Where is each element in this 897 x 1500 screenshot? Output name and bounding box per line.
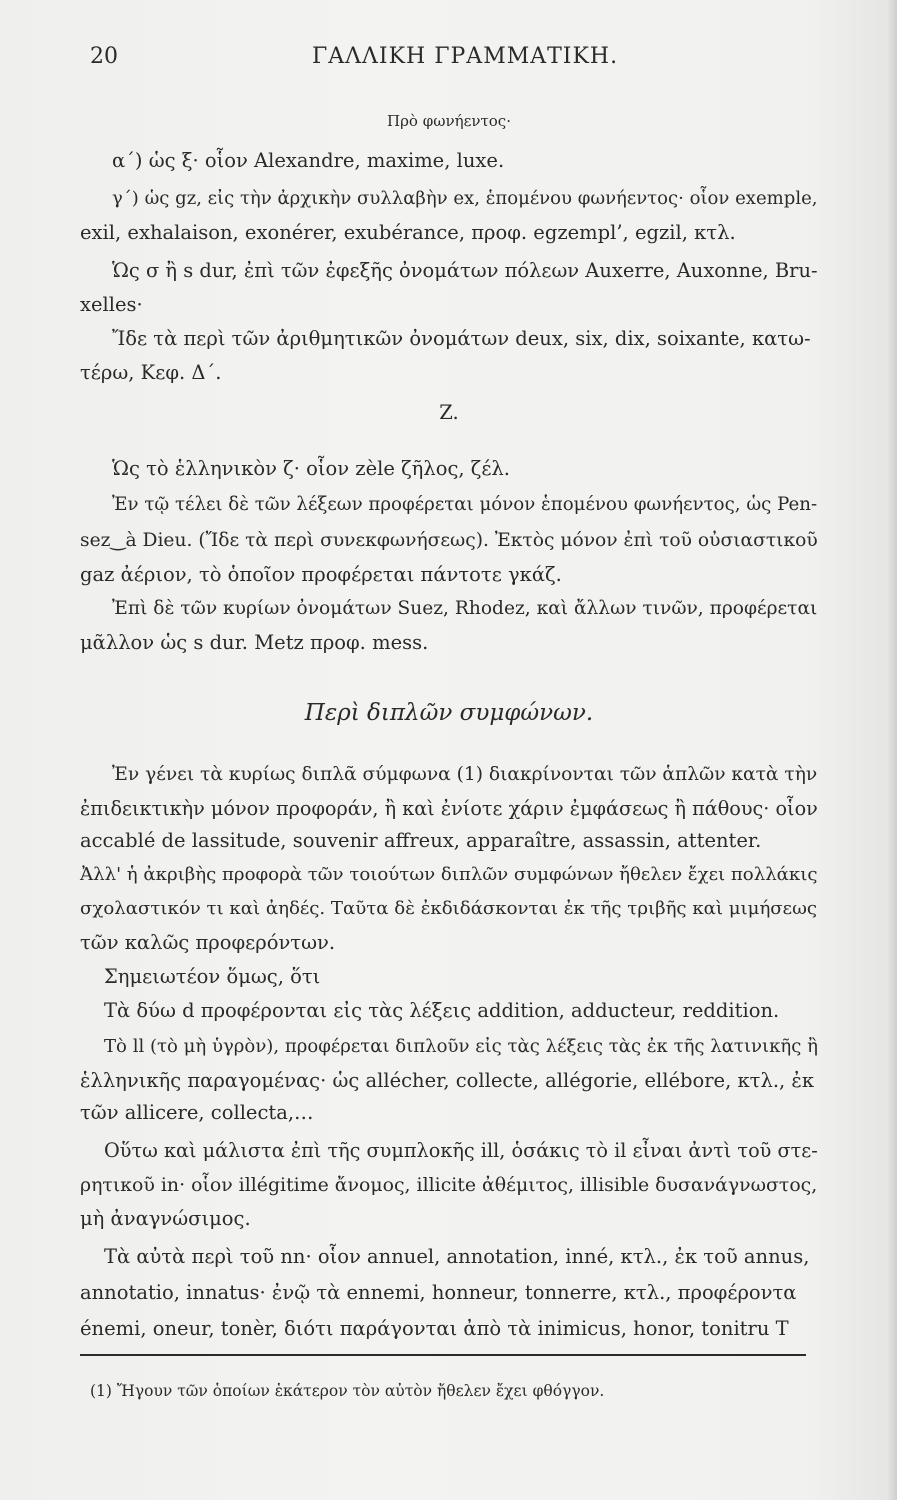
- text-line: Ὡς σ ἢ s dur, ἐπὶ τῶν ἐφεξῆς ὀνομάτων πόλεων Auxerre, Auxonne, Bru-: [112, 259, 818, 282]
- page-number: 20: [90, 44, 118, 69]
- text-line: exil, exhalaison, exonérer, exubérance, προφ. egzempl’, egzil, κτλ.: [80, 221, 736, 244]
- text-line: Ὡς τὸ ἑλληνικὸν ζ· οἷον zèle ζῆλος, ζέλ.: [112, 457, 510, 480]
- text-line: τῶν καλῶς προφερόντων.: [80, 931, 336, 954]
- text-line: accablé de lassitude, souvenir affreux, apparaître, assassin, attenter.: [80, 829, 762, 852]
- text-line: Σημειωτέον ὅμως, ὅτι: [104, 965, 321, 988]
- text-line: Ἴδε τὰ περὶ τῶν ἀριθμητικῶν ὀνομάτων deux, six, dix, soixante, κατω-: [112, 327, 811, 350]
- text-line: énemi, oneur, tonèr, διότι παράγονται ἀπὸ τὰ inimicus, honor, tonitru Τ: [80, 1317, 789, 1340]
- text-line: ἐπιδεικτικὴν μόνον προφοράν, ἢ καὶ ἐνίοτε χάριν ἐμφάσεως ἢ πάθους· οἷον: [80, 797, 818, 820]
- page-header: [90, 44, 810, 80]
- subheading-pre-vowel: Πρὸ φωνήεντος·: [387, 112, 511, 130]
- text-line: Τὰ αὐτὰ περὶ τοῦ nn· οἷον annuel, annotation, inné, κτλ., ἐκ τοῦ annus,: [104, 1245, 810, 1268]
- text-line: Τὰ δύω d προφέρονται εἰς τὰς λέξεις addition, adducteur, reddition.: [104, 999, 780, 1022]
- text-line: Ἐν γένει τὰ κυρίως διπλᾶ σύμφωνα (1) διακρίνονται τῶν ἁπλῶν κατὰ τὴν: [112, 764, 818, 785]
- text-line: sez‿à Dieu. (Ἴδε τὰ περὶ συνεκφωνήσεως). Ἐκτὸς μόνον ἐπὶ τοῦ οὐσιαστικοῦ: [80, 530, 818, 551]
- footnote-rule: [80, 1354, 806, 1356]
- section-letter-z: Z.: [439, 401, 459, 424]
- text-line: Ἐν τῷ τέλει δὲ τῶν λέξεων προφέρεται μόνον ἑπομένου φωνήεντος, ὡς Pen-: [112, 494, 818, 515]
- text-line: Ἀλλ' ἡ ἀκριβὴς προφορὰ τῶν τοιούτων διπλῶν συμφώνων ἤθελεν ἔχει πολλάκις: [80, 864, 818, 885]
- text-line: τῶν allicere, collecta,…: [80, 1101, 314, 1124]
- text-line: ἑλληνικῆς παραγομένας· ὡς allécher, collecte, allégorie, ellébore, κτλ., ἐκ: [80, 1069, 815, 1092]
- text-line: μᾶλλον ὡς s dur. Metz προφ. mess.: [80, 631, 429, 654]
- section-heading-double-consonants: Περὶ διπλῶν συμφώνων.: [304, 700, 594, 726]
- text-line: Ἐπὶ δὲ τῶν κυρίων ὀνομάτων Suez, Rhodez, καὶ ἄλλων τινῶν, προφέρεται: [112, 598, 818, 619]
- text-line: γ΄) ὡς gz, εἰς τὴν ἀρχικὴν συλλαβὴν ex, ἑπομένου φωνήεντος· οἷον exemple,: [112, 188, 818, 209]
- text-line: annotatio, innatus· ἐνῷ τὰ ennemi, honneur, tonnerre, κτλ., προφέροντα: [80, 1281, 797, 1304]
- footnote: (1) Ἤγουν τῶν ὁποίων ἑκάτερον τὸν αὐτὸν ἤθελεν ἔχει φθόγγον.: [90, 1382, 605, 1400]
- text-line: Οὕτω καὶ μάλιστα ἐπὶ τῆς συμπλοκῆς ill, ὁσάκις τὸ il εἶναι ἀντὶ τοῦ στε-: [104, 1139, 818, 1162]
- text-line: Τὸ ll (τὸ μὴ ὑγρὸν), προφέρεται διπλοῦν εἰς τὰς λέξεις τὰς ἐκ τῆς λατινικῆς ἢ: [104, 1036, 818, 1057]
- text-line: gaz ἀέριον, τὸ ὁποῖον προφέρεται πάντοτε γκάζ.: [80, 563, 562, 586]
- running-title: ΓΑΛΛΙΚΗ ΓΡΑΜΜΑΤΙΚΗ.: [312, 44, 619, 69]
- text-line: μὴ ἀναγνώσιμος.: [80, 1207, 251, 1230]
- text-line: ρητικοῦ in· οἷον illégitime ἄνομος, illicite ἀθέμιτος, illisible δυσανάγνωστος,: [80, 1174, 818, 1196]
- text-line: xelles·: [80, 293, 143, 316]
- text-line: τέρω, Κεφ. Δ΄.: [80, 361, 222, 384]
- page-edge: [887, 0, 897, 1500]
- text-line: σχολαστικόν τι καὶ ἀηδές. Ταῦτα δὲ ἐκδιδάσκονται ἐκ τῆς τριβῆς καὶ μιμήσεως: [80, 898, 818, 919]
- text-line: α΄) ὡς ξ· οἷον Alexandre, maxime, luxe.: [112, 149, 505, 172]
